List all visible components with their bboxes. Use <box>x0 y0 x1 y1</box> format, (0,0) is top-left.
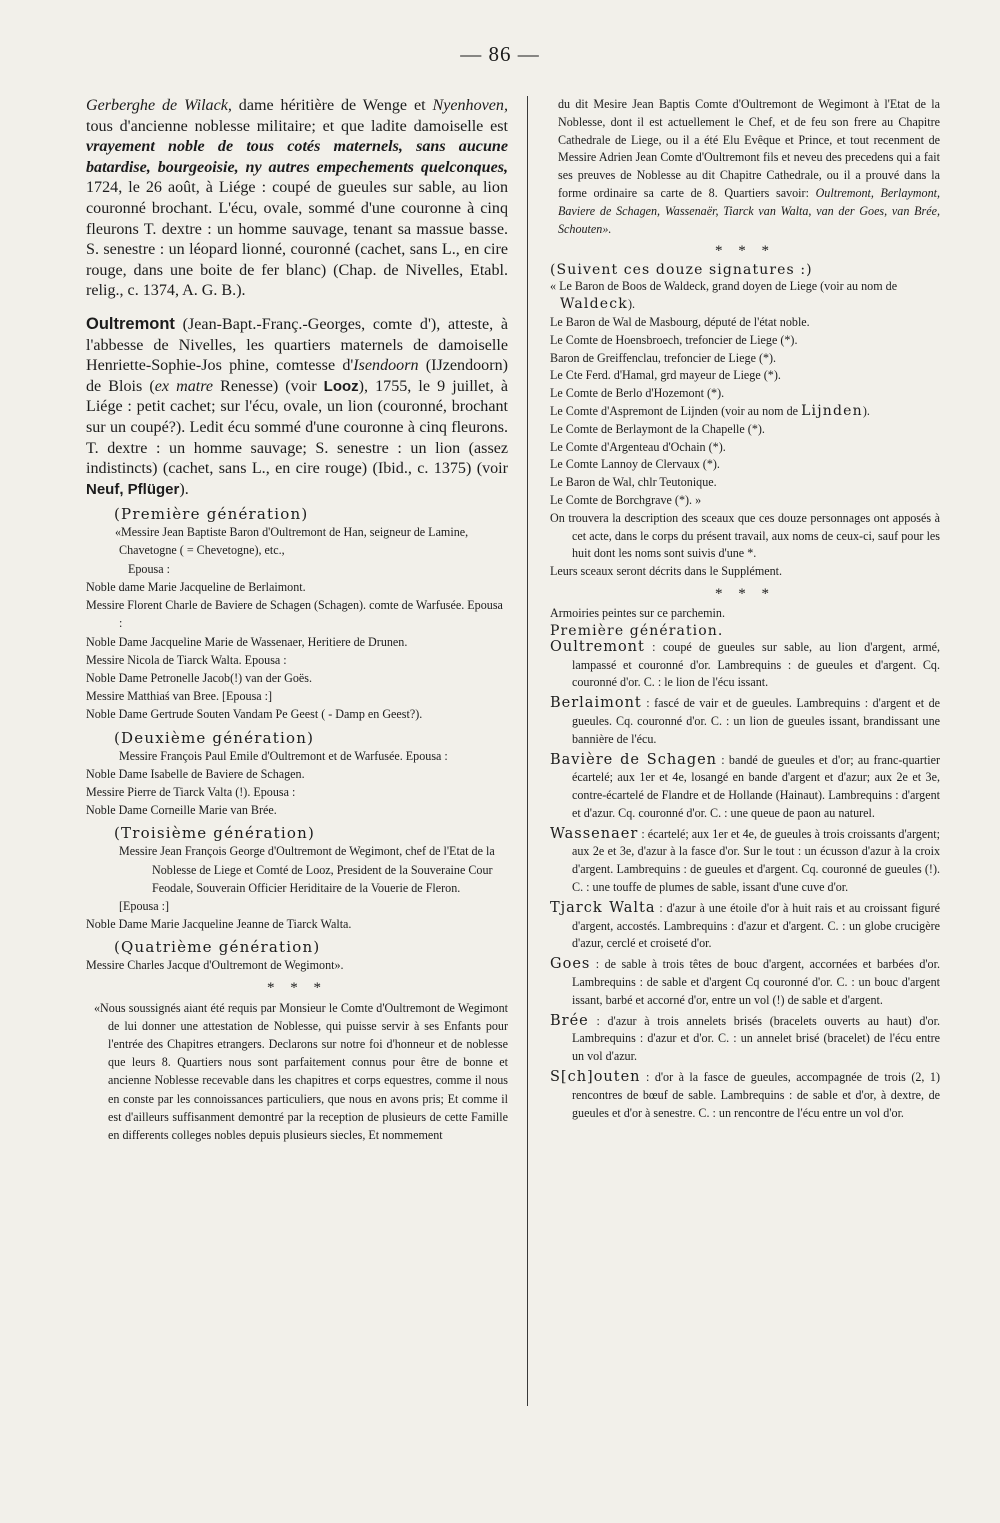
column-divider <box>527 96 528 1406</box>
arms-entry <box>550 900 940 953</box>
signature-line: Le Comte Lannoy de Clervaux (*). <box>550 457 720 472</box>
entry-heading: Oultremont <box>86 314 175 333</box>
signature-line: Baron de Greiffenclau, trefoncier de Liege (*). <box>550 350 777 365</box>
gen1-line: Messire Florent Charle de Baviere de Schagen (Schagen). comte de Warfusée. Epousa : <box>86 598 503 631</box>
arms-text: : d'azur à une étoile d'or à huit rais et au croissant figuré d'argent, accostés. Lambrequins : d'azur et d'argent. C. : un globe crucigère d'azur, cerclé et croiseté d'or. <box>572 900 940 951</box>
oultremont-entry <box>86 314 508 500</box>
signature-line: Le Baron de Wal de Masbourg, député de l'état noble. <box>550 314 810 329</box>
intro-italic-2: Nyenhoven, <box>432 97 508 114</box>
continuation-paragraph <box>550 96 940 238</box>
arms-name: Goes <box>550 956 591 973</box>
entry-text-5: ). <box>179 480 189 498</box>
seal-note: On trouvera la description des sceaux que ces douze personnages ont apposés à cet acte, dans le corps du présent travail, aux noms de ceux-ci, sauf pour les huit dont les noms sont suivis d'une *. <box>550 510 940 561</box>
gen2-line: Messire François Paul Emile d'Oultremont et de Warfusée. Epousa : <box>119 748 448 763</box>
arms-name: Berlaimont <box>550 695 642 712</box>
signature-line: Le Comte de Borchgrave (*). » <box>550 492 702 507</box>
gen3-heading: (Troisième génération) <box>114 824 315 843</box>
signature-line: Le Comte d'Argenteau d'Ochain (*). <box>550 439 726 454</box>
arms-text: : bandé de gueules et d'or; au franc-quartier écartelé; aux 1er et 4e, losangé en bande d'argent et d'azur; aux 2e et 3e, contre-écartelé de Flandre et de Hollande (Hainaut). Lambrequins : d'argent et d'azur. Cq. couronné d'or. C. : une queue de paon au naturel. <box>572 752 940 820</box>
gen1-line: Noble dame Marie Jacqueline de Berlaimont. <box>86 579 306 594</box>
arms-entry <box>550 826 940 897</box>
entry-text-4: ), 1755, le 9 juillet, à Liége : petit cachet; sur l'écu, ovale, un lion (couronné, brochant sur un coupé?). Ledit écu sommé d'une couronne à cinq fleurons. T. dextre : un homme sauvage; S. senestre : un lion (assez indistincts) (cachet, sans L., en cire rouge) (Ibid., c. 1375) (voir <box>86 377 509 478</box>
intro-text-2: tous d'ancienne noblesse militaire; et que ladite damoiselle est <box>86 117 508 135</box>
gen1-list <box>86 523 508 723</box>
arms-text: : coupé de gueules sur sable, au lion d'argent, armé, lampassé et couronné d'or. Lambrequins : de gueules et d'argent. Cq. couronné d'or. C. : le lion de l'écu issant. <box>572 639 940 690</box>
arms-entry <box>550 639 940 692</box>
arms-entry <box>550 695 940 748</box>
arms-name: S[ch]outen <box>550 1069 641 1086</box>
arms-text: : écartelé; aux 1er et 4e, de gueules à trois croissants d'argent; aux 2e et 3e, d'azur à la fasce d'or. Sur le tout : un écusson d'azur à la croix d'argent. Lambrequins : de gueules et d'argent. Cq. couronné de gueules (!). C. : une touffe de plumes de sable, issant d'une cuve d'or. <box>572 826 940 895</box>
signature-line: Le Cte Ferd. d'Hamal, grd mayeur de Liege (*). <box>550 368 781 383</box>
arms-text: : d'azur à trois annelets brisés (bracelets ouverts au haut) d'or. Lambrequins : d'azur et d'or. C. : un annelet brisé (bracelet) de l'écu entre un vol d'azur. <box>572 1013 940 1064</box>
gen2-line: Messire Pierre de Tiarck Valta (!). Epousa : <box>86 784 296 799</box>
gen3-line: [Epousa :] <box>119 898 170 913</box>
signature-line: Le Baron de Wal, chlr Teutonique. <box>550 475 717 490</box>
gen2-line: Noble Dame Corneille Marie van Brée. <box>86 803 277 818</box>
intro-paragraph <box>86 96 508 302</box>
signature-line <box>550 278 940 314</box>
arms-entry <box>550 1013 940 1066</box>
section-stars: * * * <box>715 243 775 260</box>
continuation-text: du dit Mesire Jean Baptis Comte d'Oultremont de Wegimont à l'Etat de la Noblesse, dont il est actuellement le Chef, et de feu son frere au Chapitre Cathedrale de Liege, ou il a été Elu Evêque et Prince, et tout recenment de Messire Adrien Jean Comte d'Oultremont fils et neveu des precedens qui a fait ses preuves de Noblesse au dit Chapitre Cathedrale, ou il a prouvé dans la forme ordinaire sa carte de 8. Quartiers savoir: <box>558 97 940 200</box>
arms-name: Brée <box>550 1012 589 1029</box>
entry-italic-2: ex matre <box>154 377 214 395</box>
gen1-line: «Messire Jean Baptiste Baron d'Oultremont de Han, seigneur de Lamine, Chavetogne ( = Chevetogne), etc., <box>115 525 469 558</box>
continuation-italic: Oultremont, Berlaymont, Baviere de Schagen, Wassenaër, Tiarck van Walta, van der Goes, van Brée, Schouten». <box>558 185 940 236</box>
arms-entry <box>550 956 940 1009</box>
gen2-heading: (Deuxième génération) <box>114 728 315 747</box>
gen3-line: Noble Dame Marie Jacqueline Jeanne de Tiarck Walta. <box>86 917 352 932</box>
signature-line: Le Comte de Berlaymont de la Chapelle (*). <box>550 421 765 436</box>
entry-text-3: Renesse) (voir <box>213 377 324 395</box>
arms-name: Tjarck Walta <box>550 899 656 916</box>
entry-text-2: (IJzendoorn) de Blois ( <box>86 357 508 395</box>
gen1-line: Messire Nicola de Tiarck Walta. Epousa : <box>86 652 287 667</box>
gen3-line: Messire Jean François George d'Oultremont de Wegimont, chef de l'Etat de la Noblesse de Liege et Comté de Looz, President de la Souveraine Cour Feodale, Souverain Officier Heriditaire de la Vouerie de Fleron. <box>119 844 495 895</box>
signature-text: « Le Baron de Boos de Waldeck, grand doyen de Liege (voir au nom de <box>550 279 898 294</box>
arms-name: Bavière de Schagen <box>550 751 718 768</box>
section-stars: * * * <box>715 585 775 602</box>
arms-entry <box>550 752 940 823</box>
right-column <box>550 96 940 1122</box>
signature-text-2: ). <box>627 297 636 312</box>
left-column <box>86 96 508 1144</box>
arms-text: : d'or à la fasce de gueules, accompagnée de trois (2, 1) rencontres de bœuf de sable. Lambrequins : de sable et d'or, à dextre, de gueules et d'or à senestre. C. : un rencontre de l'écu entre un vol d'or. <box>572 1070 940 1120</box>
signature-ref: Waldeck <box>560 296 628 313</box>
gen1-line: Noble Dame Gertrude Souten Vandam Pe Geest ( - Damp en Geest?). <box>86 707 423 722</box>
gen4-line: Messire Charles Jacque d'Oultremont de Wegimont». <box>86 958 344 973</box>
intro-text-3: 1724, le 26 août, à Liége : coupé de gueules sur sable, au lion couronné brochant. L'écu, ovale, sommé d'une couronne à cinq fleurons T. dextre : un homme sauvage, tenant sa massue basse. S. senestre : un léopard lionné, couronné (cachet, sans L., en cire rouge, dans une boite de fer blanc) (Chap. de Nivelles, Etabl. relig., c. 1374, A. G. B.). <box>86 179 508 300</box>
page-number: — 86 — <box>460 42 540 66</box>
arms-text: : de sable à trois têtes de bouc d'argent, accornées et barbées d'or. Lambrequins : de sable et d'argent Cq couronné d'or. C. : un bouc d'argent issant, barbé et accorné d'or, entre un vol (!) de sable et d'argent. <box>572 957 940 1007</box>
gen4-heading: (Quatrième génération) <box>114 938 321 957</box>
entry-bold-2: Neuf, Pflüger <box>86 480 180 498</box>
gen3-list <box>86 842 508 933</box>
gen2-line: Noble Dame Isabelle de Baviere de Schagen. <box>86 766 305 781</box>
arms-name: Wassenaer <box>550 825 639 842</box>
seal-note-2: Leurs sceaux seront décrits dans le Supplément. <box>550 564 783 579</box>
arms-name: Oultremont <box>550 638 645 655</box>
gen1-line: Noble Dame Petronelle Jacob(!) van der Goës. <box>86 670 313 685</box>
arms-text: : fascé de vair et de gueules. Lambrequins : d'argent et de gueules. Cq. couronné d'or. C. : un lion de gueules issant, brandissant une bannière de l'écu. <box>572 696 940 746</box>
gen1-line: Noble Dame Jacqueline Marie de Wassenaer, Heritiere de Drunen. <box>86 634 408 649</box>
gen1-line: Messire Matthiaś van Bree. [Epousa :] <box>86 689 273 704</box>
entry-bold-1: Looz <box>323 377 359 395</box>
signature-text-2: ). <box>862 403 870 418</box>
armoiries-intro: Armoiries peintes sur ce parchemin. <box>550 605 725 620</box>
signature-text: Le Comte d'Aspremont de Lijnden (voir au nom de <box>550 403 802 418</box>
arms-list <box>550 639 940 1123</box>
gen1-line: Epousa : <box>128 561 170 576</box>
entry-text-1: (Jean-Bapt.-Franç.-Georges, comte d'), atteste, à l'abbesse de Nivelles, les quartiers maternels de damoiselle Henriette-Sophie-Jos phine, comtesse d' <box>86 315 508 375</box>
signature-ref: Lijnden <box>801 402 863 419</box>
arms-entry <box>550 1069 940 1122</box>
entry-italic-1: Isendoorn <box>353 357 419 375</box>
gen4-list <box>86 956 508 974</box>
intro-italic-3: vrayement noble de tous cotés maternels, sans aucune batardise, bourgeoisie, ny autres empechements quelconques, <box>86 138 508 176</box>
gen1-heading: (Première génération) <box>114 505 309 524</box>
declaration-paragraph: «Nous soussignés aiant été requis par Monsieur le Comte d'Oultremont de Wegimont de lui donner une attestation de Noblesse, qui puisse servir à ses Enfants pour l'entrée des Chapitres etrangers. Declarons sur notre foi d'honneur et de noblesse que leurs 8. Quartiers nous sont parfaitement connus pour être de bonne et ancienne Noblesse recevable dans les chapitres et corps equestres, comme il nous en conste par les connoissances particuliers, que nous en avons pris; Et comme il est d'ailleurs suffisanment demontré par la reception de plusieurs de cette Famille en differents colleges nobles depuis plusieurs siecles, Et nommement <box>94 1000 508 1142</box>
arms-generation-heading: Première génération. <box>550 622 724 639</box>
signature-line: Le Comte de Berlo d'Hozemont (*). <box>550 386 725 401</box>
gen2-list <box>86 747 508 820</box>
intro-text-1: dame héritière de Wenge et <box>231 97 433 114</box>
signatures-heading: (Suivent ces douze signatures :) <box>550 262 813 279</box>
section-stars: * * * <box>267 979 327 996</box>
signature-line <box>550 403 940 421</box>
signature-line: Le Comte de Hoensbroech, trefoncier de Liege (*). <box>550 332 798 347</box>
intro-italic-1: Gerberghe de Wilack, <box>86 97 232 114</box>
